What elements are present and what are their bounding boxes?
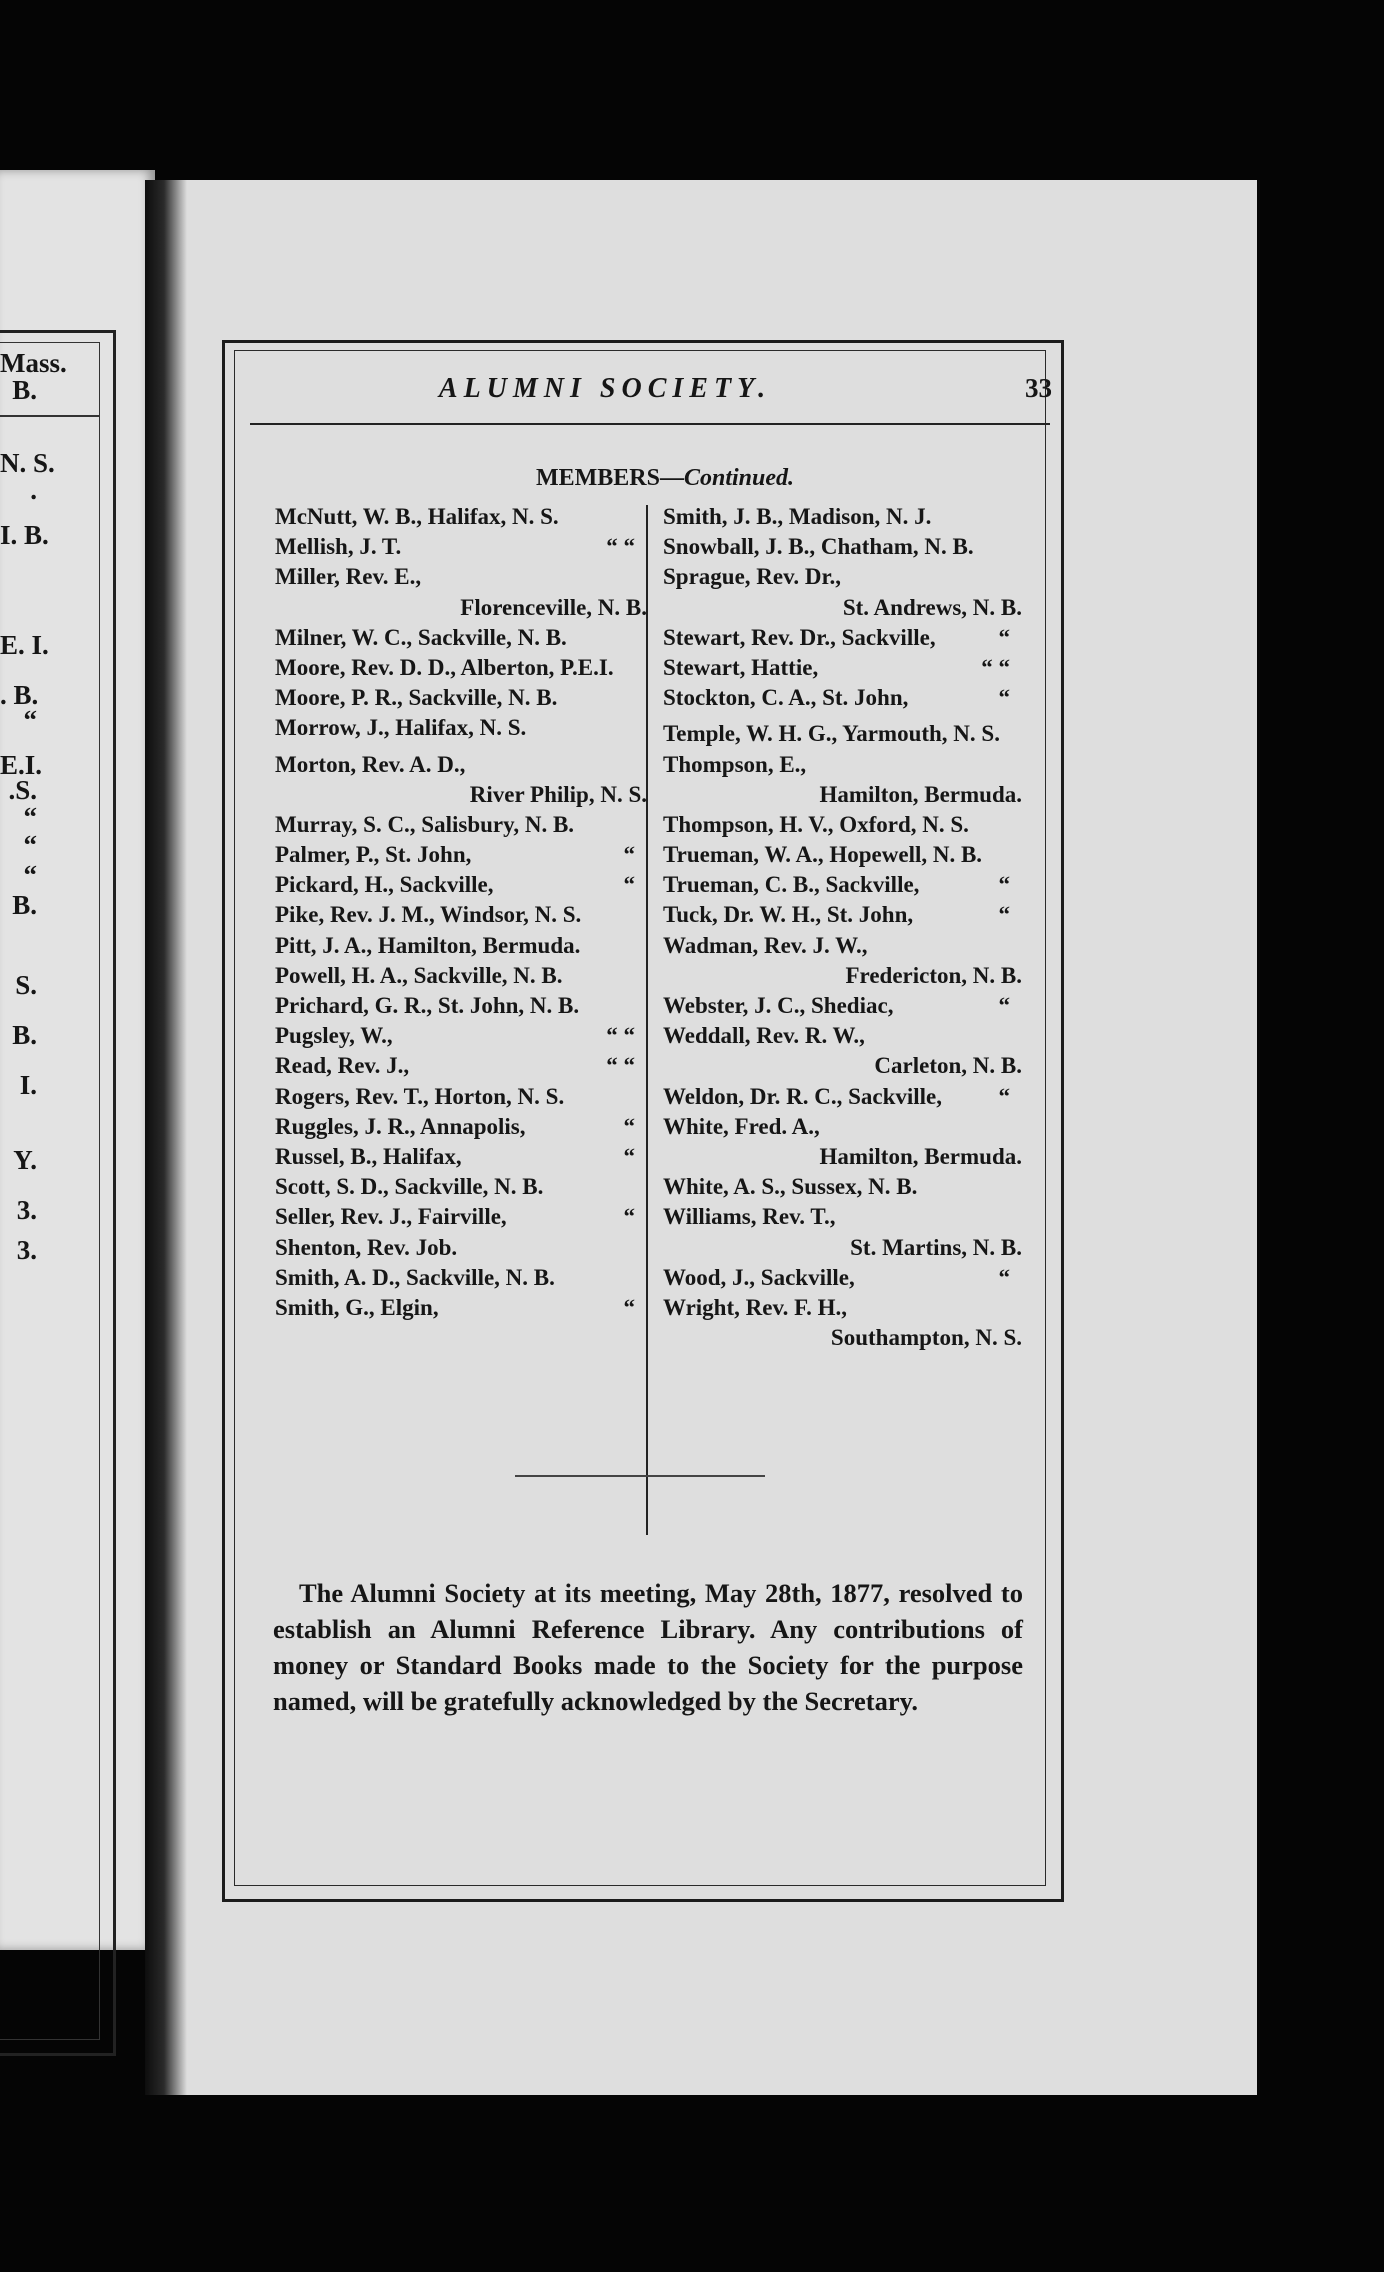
previous-page-frame-inner <box>0 342 100 2040</box>
member-entry-text: Trueman, C. B., Sackville, <box>663 872 920 898</box>
member-entry <box>275 870 653 900</box>
ditto-mark: “ “ <box>606 534 635 560</box>
previous-page-fragment: .S. <box>8 775 37 805</box>
member-entry-text: St. Martins, N. B. <box>850 1234 1022 1260</box>
member-entry-text: Thompson, H. V., Oxford, N. S. <box>663 811 969 837</box>
member-entry <box>663 1263 1028 1293</box>
member-entry <box>275 750 653 780</box>
member-entry-text: Seller, Rev. J., Fairville, <box>275 1204 507 1230</box>
member-entry-text: Southampton, N. S. <box>830 1325 1022 1351</box>
member-entry-text: Pugsley, W., <box>275 1023 393 1049</box>
member-entry-text: Shenton, Rev. Job. <box>275 1234 458 1260</box>
previous-page-fragment: . <box>30 475 37 505</box>
ditto-mark: “ <box>998 902 1010 928</box>
member-entry-text: White, A. S., Sussex, N. B. <box>663 1174 918 1200</box>
member-entry-text: Florenceville, N. B. <box>460 594 647 620</box>
member-entry <box>275 900 653 930</box>
members-column-right <box>663 502 1028 1353</box>
member-entry-text: McNutt, W. B., Halifax, N. S. <box>275 504 559 529</box>
member-entry-text: St. Andrews, N. B. <box>842 594 1022 620</box>
member-entry <box>663 750 1028 780</box>
member-entry <box>275 1202 653 1232</box>
member-entry-text: Milner, W. C., Sackville, N. B. <box>275 624 567 650</box>
member-entry-continuation <box>663 961 1028 991</box>
member-entry-text: Morton, Rev. A. D., <box>275 751 466 777</box>
member-entry-text: Smith, A. D., Sackville, N. B. <box>275 1264 555 1290</box>
member-entry-text: Murray, S. C., Salisbury, N. B. <box>275 811 575 837</box>
member-entry <box>663 1021 1028 1051</box>
member-entry-continuation <box>663 593 1028 623</box>
ditto-mark: “ <box>623 1143 635 1169</box>
section-heading <box>445 465 885 492</box>
member-entry <box>275 502 653 532</box>
member-entry <box>663 683 1028 713</box>
previous-page-fragment: “ <box>23 802 37 832</box>
member-entry <box>663 562 1028 592</box>
previous-page-fragment: . B. <box>0 680 39 710</box>
member-entry-text: Weldon, Dr. R. C., Sackville, <box>663 1083 943 1109</box>
member-entry-text: Pickard, H., Sackville, <box>275 872 494 898</box>
previous-page-fragment: N. S. <box>0 448 55 478</box>
member-entry-text: Fredericton, N. B. <box>845 962 1022 988</box>
member-entry-text: Wright, Rev. F. H., <box>663 1294 848 1320</box>
ditto-mark: “ <box>998 1264 1010 1290</box>
member-entry-text: Sprague, Rev. Dr., <box>663 564 842 590</box>
previous-page-fragment: “ <box>23 860 37 890</box>
member-entry-text: Thompson, E., <box>663 751 807 777</box>
ditto-mark: “ <box>623 1113 635 1139</box>
member-entry-text: Scott, S. D., Sackville, N. B. <box>275 1174 544 1200</box>
member-entry <box>275 991 653 1021</box>
column-divider <box>646 505 648 1535</box>
member-entry-text: Moore, P. R., Sackville, N. B. <box>275 685 558 711</box>
member-entry-text: River Philip, N. S. <box>469 781 647 807</box>
member-entry <box>275 1051 653 1081</box>
member-entry <box>663 900 1028 930</box>
previous-page-head-rule <box>0 415 100 417</box>
member-entry-text: Smith, J. B., Madison, N. J. <box>663 504 932 529</box>
previous-page-fragment: 3. <box>16 1195 37 1225</box>
ditto-mark: “ “ <box>606 1023 635 1049</box>
ditto-mark: “ <box>623 872 635 898</box>
previous-page-fragment: E. I. <box>0 630 49 660</box>
previous-page-fragment: 3. <box>16 1235 37 1265</box>
member-entry <box>275 1172 653 1202</box>
previous-page-fragment: I. B. <box>0 520 49 550</box>
member-entry <box>275 623 653 653</box>
member-entry-continuation <box>663 1233 1028 1263</box>
previous-page-fragment: S. <box>15 970 37 1000</box>
member-entry-text: Ruggles, J. R., Annapolis, <box>275 1113 526 1139</box>
member-entry <box>663 1293 1028 1323</box>
member-entry <box>275 683 653 713</box>
member-entry-text: Rogers, Rev. T., Horton, N. S. <box>275 1083 565 1109</box>
member-entry <box>275 713 653 743</box>
library-notice: The Alumni Society at its meeting, May 28th, 1877, resolved to establish an Alumni Reference Library. Any contributions of money or Standard Books made to the Society for the purpose named, will be gratefully acknowledged by the Secretary. <box>273 1577 1023 1716</box>
ditto-mark: “ <box>998 1083 1010 1109</box>
member-entry-text: Snowball, J. B., Chatham, N. B. <box>663 534 974 560</box>
ditto-mark: “ <box>623 1204 635 1230</box>
member-entry-text: Read, Rev. J., <box>275 1053 410 1079</box>
members-column-left <box>275 502 653 1323</box>
running-head-rule <box>250 423 1050 425</box>
previous-page-fragment: I. <box>19 1070 37 1100</box>
member-entry-text: Webster, J. C., Shediac, <box>663 993 894 1018</box>
member-entry <box>663 1112 1028 1142</box>
ditto-mark: “ <box>998 872 1010 898</box>
member-entry <box>275 1293 653 1323</box>
previous-page-fragment: Mass. <box>0 348 67 378</box>
member-entry-text: Hamilton, Bermuda. <box>819 781 1022 807</box>
ditto-mark: “ “ <box>981 654 1010 680</box>
member-entry-text: Miller, Rev. E., <box>275 564 422 590</box>
member-entry-text: White, Fred. A., <box>663 1113 820 1139</box>
ditto-mark: “ <box>623 1294 635 1320</box>
running-head: ALUMNI SOCIETY. <box>438 373 772 404</box>
member-entry <box>275 961 653 991</box>
member-entry-text: Stewart, Hattie, <box>663 654 819 680</box>
member-entry-text: Hamilton, Bermuda. <box>819 1143 1022 1169</box>
member-entry <box>663 931 1028 961</box>
member-entry-continuation <box>275 780 653 810</box>
ditto-mark: “ “ <box>606 1053 635 1079</box>
member-entry <box>663 653 1028 683</box>
member-entry-text: Pitt, J. A., Hamilton, Bermuda. <box>275 932 581 958</box>
member-entry-text: Wadman, Rev. J. W., <box>663 932 868 958</box>
member-entry-text: Pike, Rev. J. M., Windsor, N. S. <box>275 902 582 928</box>
member-entry <box>275 1142 653 1172</box>
member-entry <box>275 1233 653 1263</box>
member-entry-text: Morrow, J., Halifax, N. S. <box>275 715 527 741</box>
member-entry-text: Tuck, Dr. W. H., St. John, <box>663 902 914 928</box>
previous-page-fragment: “ <box>23 830 37 860</box>
member-entry-text: Moore, Rev. D. D., Alberton, P.E.I. <box>275 654 614 680</box>
member-entry-continuation <box>663 1323 1028 1353</box>
member-entry <box>663 991 1028 1021</box>
member-entry <box>275 653 653 683</box>
section-heading-continued: Continued. <box>683 465 795 491</box>
member-entry <box>275 931 653 961</box>
member-entry-text: Stockton, C. A., St. John, <box>663 685 909 711</box>
member-entry <box>275 532 653 562</box>
member-entry-text: Powell, H. A., Sackville, N. B. <box>275 962 563 988</box>
section-separator-rule <box>515 1475 765 1477</box>
member-entry <box>275 1021 653 1051</box>
member-entry-text: Russel, B., Halifax, <box>275 1143 462 1169</box>
ditto-mark: “ <box>998 624 1010 650</box>
spine-shadow <box>145 180 187 2095</box>
member-entry <box>663 1172 1028 1202</box>
previous-page-fragment: Y. <box>13 1145 37 1175</box>
member-entry <box>663 1202 1028 1232</box>
member-entry <box>663 719 1028 749</box>
member-entry <box>663 870 1028 900</box>
ditto-mark: “ <box>623 842 635 868</box>
member-entry <box>275 840 653 870</box>
member-entry-continuation <box>663 1051 1028 1081</box>
member-entry <box>275 810 653 840</box>
previous-page-edge <box>0 170 155 1950</box>
member-entry-text: Smith, G., Elgin, <box>275 1294 439 1320</box>
member-entry <box>275 1082 653 1112</box>
page-number: 33 <box>1025 373 1052 403</box>
member-entry-text: Stewart, Rev. Dr., Sackville, <box>663 624 936 650</box>
member-entry-text: Mellish, J. T. <box>275 534 402 560</box>
member-entry <box>663 623 1028 653</box>
member-entry <box>663 840 1028 870</box>
member-entry <box>275 1112 653 1142</box>
member-entry-text: Williams, Rev. T., <box>663 1204 836 1230</box>
member-entry-text: Prichard, G. R., St. John, N. B. <box>275 993 580 1018</box>
previous-page-fragment: B. <box>12 1020 37 1050</box>
member-entry <box>663 810 1028 840</box>
member-entry-text: Temple, W. H. G., Yarmouth, N. S. <box>663 721 1000 747</box>
member-entry <box>275 1263 653 1293</box>
member-entry-continuation <box>275 593 653 623</box>
previous-page-fragment: B. <box>12 375 37 405</box>
member-entry-text: Palmer, P., St. John, <box>275 842 472 868</box>
member-entry-continuation <box>663 1142 1028 1172</box>
previous-page-fragment: E.I. <box>0 750 43 780</box>
member-entry-continuation <box>663 780 1028 810</box>
member-entry-text: Trueman, W. A., Hopewell, N. B. <box>663 842 983 868</box>
member-entry <box>663 532 1028 562</box>
member-entry-text: Weddall, Rev. R. W., <box>663 1023 865 1049</box>
member-entry <box>275 562 653 592</box>
member-entry <box>663 1082 1028 1112</box>
section-heading-main: MEMBERS— <box>535 465 684 491</box>
member-entry-text: Wood, J., Sackville, <box>663 1264 855 1290</box>
previous-page-fragment: B. <box>12 890 37 920</box>
member-entry <box>663 502 1028 532</box>
ditto-mark: “ <box>998 993 1010 1018</box>
member-entry-text: Carleton, N. B. <box>874 1053 1022 1079</box>
ditto-mark: “ <box>998 685 1010 711</box>
book-page <box>145 180 1257 2095</box>
previous-page-fragment: “ <box>23 705 37 735</box>
